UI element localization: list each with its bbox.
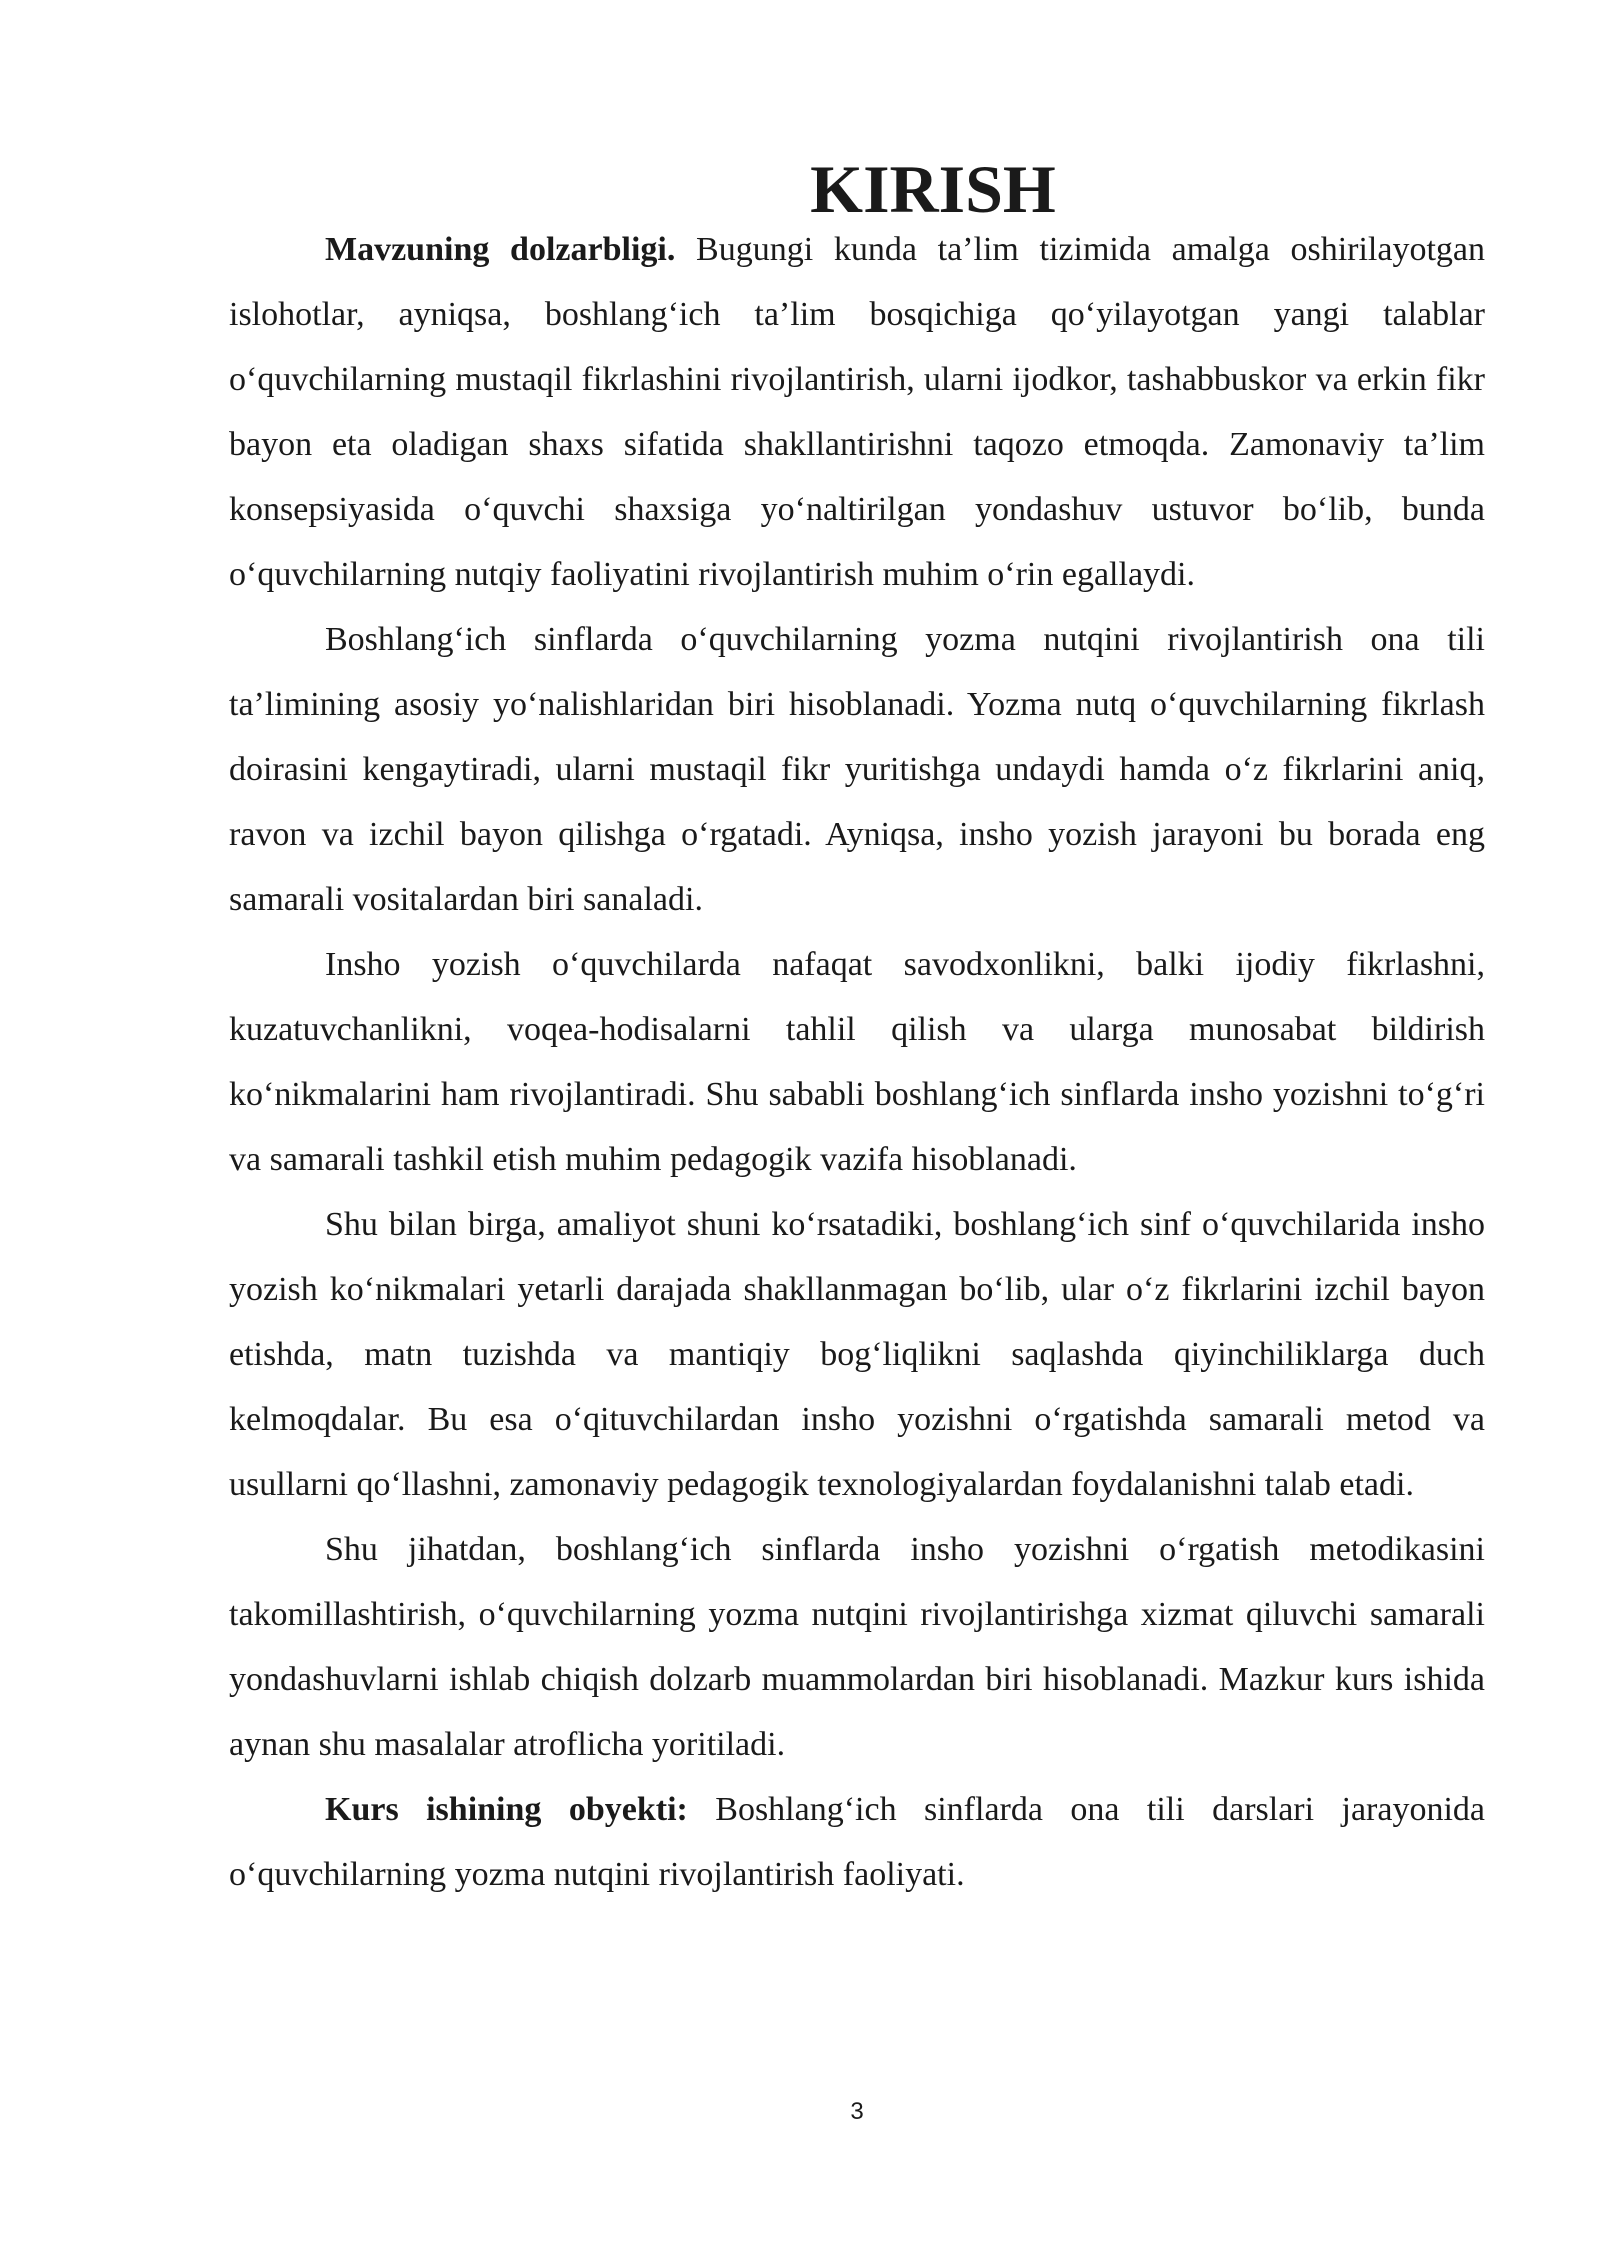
- paragraph-text: Shu bilan birga, amaliyot shuni ko‘rsatadiki, boshlang‘ich sinf o‘quvchilarida insho yozish ko‘nikmalari yetarli darajada shakllanmagan bo‘lib, ular o‘z fikrlarini izchil bayon etishda, matn tuzishda va mantiqiy bog‘liqlikni saqlashda qiyinchiliklarga duch kelmoqdalar. Bu esa o‘qituvchilardan insho yozishni o‘rgatishda samarali metod va usullarni qo‘llashni, zamonaviy pedagogik texnologiyalardan foydalanishni talab etadi.: [229, 1206, 1485, 1503]
- section-title: KIRISH: [810, 151, 1056, 227]
- paragraph-text: Bugungi kunda ta’lim tizimida amalga oshirilayotgan islohotlar, ayniqsa, boshlang‘ich ta’lim bosqichiga qo‘yilayotgan yangi talablar o‘quvchilarning mustaqil fikrlashini rivojlantirish, ularni ijodkor, tashabbuskor va erkin fikr bayon eta oladigan shaxs sifatida shakllantirishni taqozo etmoqda. Zamonaviy ta’lim konsepsiyasida o‘quvchi shaxsiga yo‘naltirilgan yondashuv ustuvor bo‘lib, bunda o‘quvchilarning nutqiy faoliyatini rivojlantirish muhim o‘rin egallaydi.: [229, 231, 1486, 593]
- page-number: 3: [850, 2098, 864, 2125]
- document-body: [229, 151, 1486, 1907]
- paragraph-text: Insho yozish o‘quvchilarda nafaqat savodxonlikni, balki ijodiy fikrlashni, kuzatuvchanlikni, voqea-hodisalarni tahlil qilish va ularga munosabat bildirish ko‘nikmalarini ham rivojlantiradi. Shu sababli boshlang‘ich sinflarda insho yozishni to‘g‘ri va samarali tashkil etish muhim pedagogik vazifa hisoblanadi.: [229, 946, 1485, 1178]
- paragraph-practice: [229, 1192, 1485, 1517]
- paragraph-written-speech: [229, 607, 1485, 932]
- paragraph-lead-object: Kurs ishining obyekti:: [325, 1791, 688, 1828]
- paragraph-text: Boshlang‘ich sinflarda ona tili darslari jarayonida o‘quvchilarning yozma nutqini rivojlantirish faoliyati.: [229, 1791, 1485, 1893]
- paragraph-methodology: [229, 1517, 1485, 1777]
- paragraph-relevance: [229, 217, 1485, 607]
- paragraph-text: Shu jihatdan, boshlang‘ich sinflarda insho yozishni o‘rgatish metodikasini takomillashtirish, o‘quvchilarning yozma nutqini rivojlantirishga xizmat qiluvchi samarali yondashuvlarni ishlab chiqish dolzarb muammolardan biri hisoblanadi. Mazkur kurs ishida aynan shu masalalar atroflicha yoritiladi.: [229, 1531, 1485, 1763]
- paragraph-text: Boshlang‘ich sinflarda o‘quvchilarning yozma nutqini rivojlantirish ona tili ta’limining asosiy yo‘nalishlaridan biri hisoblanadi. Yozma nutq o‘quvchilarning fikrlash doirasini kengaytiradi, ularni mustaqil fikr yuritishga undaydi hamda o‘z fikrlarini aniq, ravon va izchil bayon qilishga o‘rgatadi. Ayniqsa, insho yozish jarayoni bu borada eng samarali vositalardan biri sanaladi.: [229, 621, 1485, 918]
- paragraph-object: [229, 1777, 1485, 1907]
- paragraph-essay-skills: [229, 932, 1485, 1192]
- paragraph-lead-relevance: Mavzuning dolzarbligi.: [325, 231, 676, 268]
